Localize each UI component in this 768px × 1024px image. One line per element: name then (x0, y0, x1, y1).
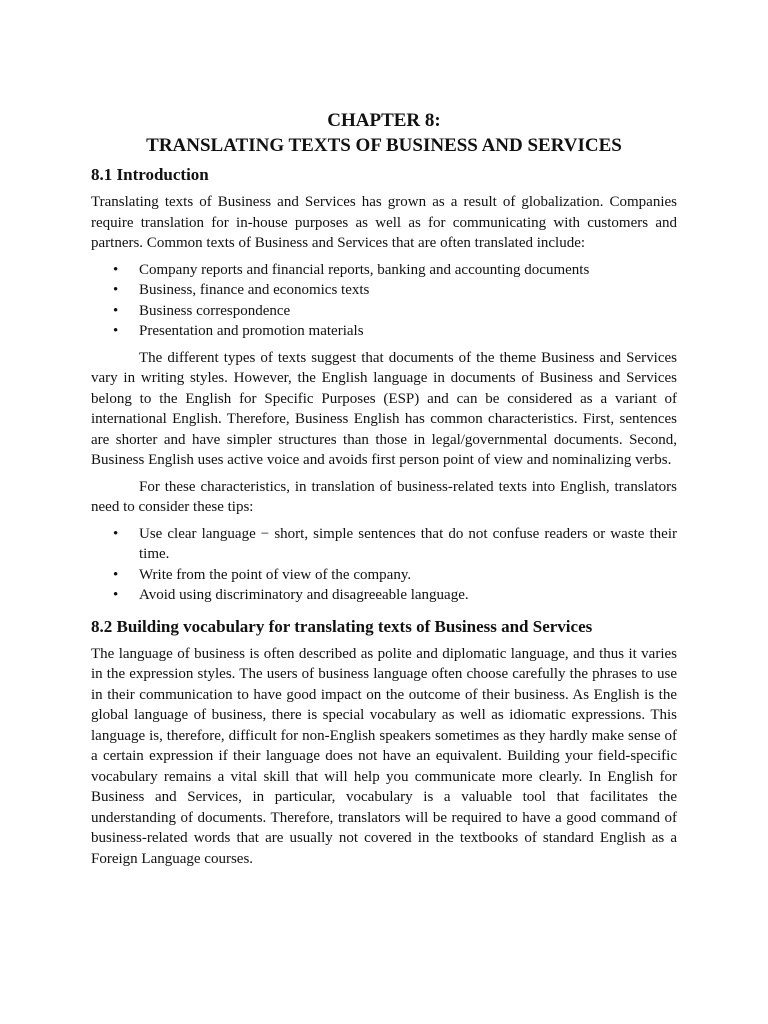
chapter-title: TRANSLATING TEXTS OF BUSINESS AND SERVICES (146, 135, 622, 156)
list-item: • Business correspondence (91, 301, 677, 322)
bullet-icon: • (113, 261, 119, 278)
bullet-icon: • (113, 566, 119, 583)
text-types-list (91, 260, 677, 342)
bullet-icon: • (113, 525, 119, 542)
bullet-icon: • (113, 323, 119, 339)
section-heading-introduction: 8.1 Introduction (91, 165, 209, 184)
list-item: • Business, finance and economics texts (91, 280, 677, 301)
bullet-icon: • (113, 587, 119, 603)
list-item: • Avoid using discriminatory and disagreeable language. (91, 585, 677, 606)
list-item: • Use clear language − short, simple sentences that do not confuse readers or waste their time. (113, 525, 677, 562)
characteristics-paragraph: The different types of texts suggest that documents of the theme Business and Services vary in writing styles. However, the English language in documents of Business and Services belong to the English for Specific Purposes (ESP) and can be considered as a variant of international English. Therefore, Business English has common characteristics. First, sentences are shorter and have simpler structures than those in legal/governmental documents. Second, Business English uses active voice and avoids first person point of view and nominalizing verbs. (91, 349, 677, 468)
bullet-icon: • (113, 282, 119, 298)
list-item: • Write from the point of view of the company. (91, 565, 677, 586)
list-item: • Presentation and promotion materials (91, 321, 677, 342)
intro-paragraph: Translating texts of Business and Services has grown as a result of globalization. Companies require translation for in-house purposes as well as for communicating with customers and partners. Common texts of Business and Services that are often translated include: (91, 194, 677, 251)
chapter-number: CHAPTER 8: (327, 110, 441, 131)
tips-list (91, 524, 677, 606)
vocabulary-paragraph: The language of business is often described as polite and diplomatic language, and thus it varies in the expression styles. The users of business language often choose carefully the phrases to use in their communication to have good impact on the outcome of their business. As English is the global language of business, there is special vocabulary as well as idiomatic expressions. This language is, therefore, difficult for non-English speakers sometimes as they hardly make sense of a certain expression if their language does not have an equivalent. Building your field-specific vocabulary remains a vital skill that will help you communicate more clearly. In English for Business and Services, in particular, vocabulary is a valuable tool that facilitates the understanding of documents. Therefore, translators will be required to have a good command of business-related words that are usually not covered in the textbooks of standard English as a Foreign Language courses. (91, 645, 677, 867)
tips-intro-paragraph: For these characteristics, in translation of business-related texts into English, translators need to consider these tips: (91, 478, 677, 515)
list-item: • Company reports and financial reports, banking and accounting documents (91, 260, 677, 281)
document-page (91, 108, 677, 875)
bullet-icon: • (113, 302, 119, 319)
section-heading-vocabulary: 8.2 Building vocabulary for translating texts of Business and Services (91, 616, 593, 636)
